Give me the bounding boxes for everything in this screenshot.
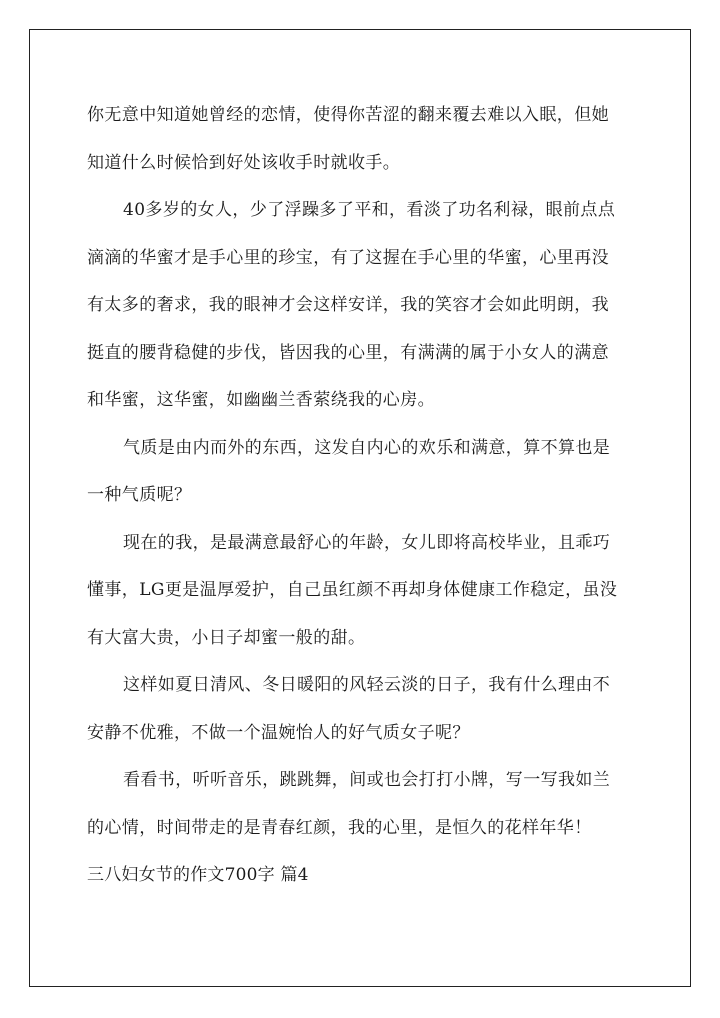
text-line: 和华蜜，这华蜜，如幽幽兰香萦绕我的心房。	[87, 390, 435, 410]
text-line: 安静不优雅，不做一个温婉怡人的好气质女子呢？	[87, 722, 470, 743]
text-line: 的心情，时间带走的是青春红颜，我的心里，是恒久的花样年华！	[87, 817, 592, 838]
paragraph-start-line: 40多岁的女人，少了浮躁多了平和，看淡了功名利禄，眼前点点	[123, 200, 616, 220]
paragraph-start-line: 看看书，听听音乐，跳跳舞，间或也会打打小牌，写一写我如兰	[123, 770, 611, 790]
text-line: 滴滴的华蜜才是手心里的珍宝，有了这握在手心里的华蜜，心里再没	[87, 247, 609, 268]
document-body	[87, 92, 635, 900]
text-line: 你无意中知道她曾经的恋情，使得你苦涩的翻来覆去难以入眠，但她	[87, 105, 609, 125]
text-line: 挺直的腰背稳健的步伐，皆因我的心里，有满满的属于小女人的满意	[87, 342, 609, 363]
text-line: 懂事，LG更是温厚爱护，自己虽红颜不再却身体健康工作稳定，虽没	[87, 580, 618, 600]
text-line: 知道什么时候恰到好处该收手时就收手。	[87, 152, 401, 173]
text-line: 有太多的奢求，我的眼神才会这样安详，我的笑容才会如此明朗，我	[87, 295, 609, 315]
paragraph-start-line: 这样如夏日清风、冬日暖阳的风轻云淡的日子，我有什么理由不	[123, 675, 611, 695]
text-line: 有大富大贵，小日子却蜜一般的甜。	[87, 627, 366, 648]
paragraph-start-line: 气质是由内而外的东西，这发自内心的欢乐和满意，算不算也是	[123, 437, 611, 458]
section-heading: 三八妇女节的作文700字 篇4	[87, 865, 309, 885]
paragraph-start-line: 现在的我，是最满意最舒心的年龄，女儿即将高校毕业，且乖巧	[123, 532, 611, 553]
text-line: 一种气质呢？	[87, 485, 192, 505]
